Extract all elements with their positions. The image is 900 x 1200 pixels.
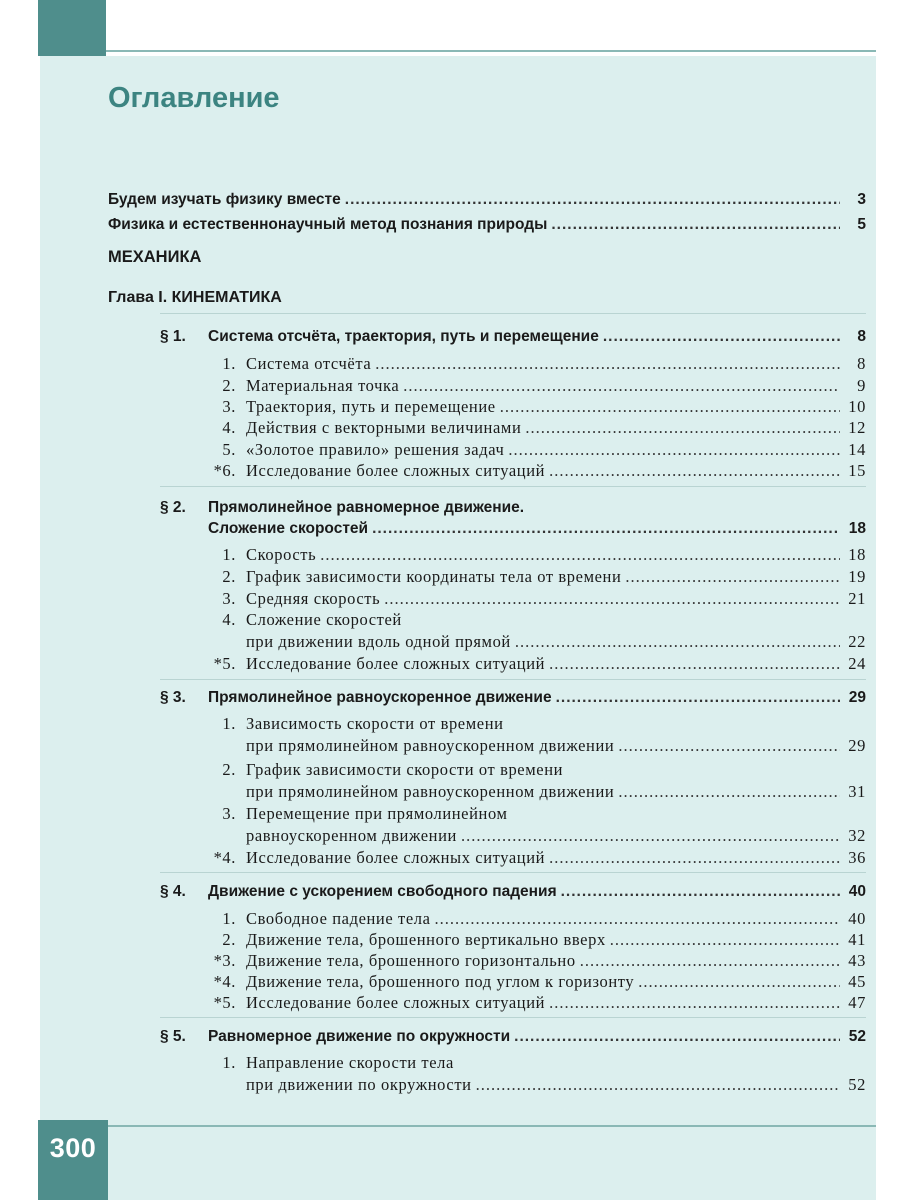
leader-dots [561, 882, 840, 902]
page-number: 300 [49, 1133, 97, 1163]
subsection-title: Средняя скорость [246, 589, 381, 608]
subsection-page: 41 [848, 930, 866, 949]
subsection-page: 32 [848, 826, 866, 845]
section-heading[interactable] [160, 882, 866, 902]
subsection-title: «Золотое правило» решения задач [246, 440, 505, 459]
leader-dots [375, 354, 840, 374]
subsection-number: 2. [222, 760, 236, 779]
subsection-title: Перемещение при прямолинейном [246, 804, 508, 823]
subsection-entry[interactable] [196, 930, 866, 950]
leader-dots [549, 848, 840, 868]
subsection-title: Свободное падение тела [246, 909, 431, 928]
leader-dots [384, 589, 840, 609]
subsection-title: Исследование более сложных ситуаций [246, 654, 546, 673]
subsection-number: 5. [222, 440, 236, 459]
section-separator [160, 1017, 866, 1018]
subsection-title: Исследование более сложных ситуаций [246, 848, 546, 867]
subsection-page: 18 [848, 545, 866, 564]
subsection-title: Материальная точка [246, 376, 400, 395]
subsection-title: Движение тела, брошенного под углом к горизонту [246, 972, 635, 991]
section-number: § 3. [160, 689, 186, 706]
subsection-entry[interactable] [196, 1053, 866, 1073]
subsection-number: 1. [222, 545, 236, 564]
section-page: 8 [857, 328, 866, 345]
subsection-number: 1. [222, 354, 236, 373]
section-page: 29 [848, 689, 866, 706]
subsection-entry[interactable] [196, 826, 866, 846]
subsection-title: Исследование более сложных ситуаций [246, 461, 546, 480]
leader-dots [500, 397, 840, 417]
subsection-title: Движение тела, брошенного горизонтально [246, 951, 576, 970]
subsection-page: 12 [848, 418, 866, 437]
subsection-number: *3. [213, 951, 236, 970]
leader-dots [345, 190, 840, 210]
subsection-number: *5. [213, 654, 236, 673]
subsection-page: 45 [848, 972, 866, 991]
subsection-entry[interactable] [196, 654, 866, 674]
leader-dots [515, 632, 840, 652]
page-title: Оглавление [108, 82, 280, 114]
subsection-title: Направление скорости тела [246, 1053, 454, 1072]
section-heading[interactable] [160, 327, 866, 347]
subsection-number: 2. [222, 930, 236, 949]
leader-dots [508, 440, 840, 460]
subsection-entry[interactable] [196, 804, 866, 824]
subsection-title: при движении по окружности [246, 1075, 472, 1094]
subsection-number: 1. [222, 909, 236, 928]
leader-dots [603, 327, 840, 347]
subsection-number: 3. [222, 589, 236, 608]
subsection-entry[interactable] [196, 760, 866, 780]
leader-dots [514, 1027, 840, 1047]
section-number: § 4. [160, 883, 186, 900]
toc-entry-front[interactable] [108, 215, 866, 235]
subsection-page: 29 [848, 736, 866, 755]
subsection-entry[interactable] [196, 1075, 866, 1095]
leader-dots [476, 1075, 840, 1095]
subsection-title: Скорость [246, 545, 317, 564]
subsection-page: 24 [848, 654, 866, 673]
section-title: Система отсчёта, траектория, путь и перемещение [208, 328, 599, 345]
subsection-page: 9 [857, 376, 866, 395]
toc-entry-front[interactable] [108, 190, 866, 210]
subsection-title: Зависимость скорости от времени [246, 714, 504, 733]
subsection-title: Движение тела, брошенного вертикально вверх [246, 930, 606, 949]
chapter-title: Глава I. КИНЕМАТИКА [108, 289, 282, 306]
subsection-entry[interactable] [196, 354, 866, 374]
subsection-page: 52 [848, 1075, 866, 1094]
section-heading[interactable] [160, 498, 866, 518]
subsection-title: при прямолинейном равноускоренном движении [246, 782, 615, 801]
section-separator [160, 872, 866, 873]
section-number: § 2. [160, 499, 186, 516]
subsection-entry[interactable] [196, 782, 866, 802]
subsection-entry[interactable] [196, 972, 866, 992]
subsection-title: Действия с векторными величинами [246, 418, 522, 437]
subsection-page: 31 [848, 782, 866, 801]
subsection-entry[interactable] [196, 909, 866, 929]
subsection-number: 3. [222, 804, 236, 823]
subsection-page: 22 [848, 632, 866, 651]
section-separator [160, 486, 866, 487]
section-heading-cont[interactable] [208, 519, 866, 539]
subsection-title: при движении вдоль одной прямой [246, 632, 511, 651]
section-number: § 5. [160, 1028, 186, 1045]
leader-dots [461, 826, 840, 846]
leader-dots [638, 972, 840, 992]
leader-dots [580, 951, 840, 971]
subsection-number: *6. [213, 461, 236, 480]
section-title: Прямолинейное равноускоренное движение [208, 689, 552, 706]
subsection-entry[interactable] [196, 993, 866, 1013]
subsection-entry[interactable] [196, 418, 866, 438]
subsection-page: 36 [848, 848, 866, 867]
subsection-entry[interactable] [196, 397, 866, 417]
section-separator [160, 679, 866, 680]
section-heading[interactable] [160, 688, 866, 708]
subsection-number: 4. [222, 610, 236, 629]
subsection-number: 4. [222, 418, 236, 437]
subsection-title: равноускоренном движении [246, 826, 457, 845]
section-title-line2: Сложение скоростей [208, 520, 369, 537]
subsection-title: Траектория, путь и перемещение [246, 397, 496, 416]
subsection-number: 2. [222, 567, 236, 586]
entry-page: 3 [857, 191, 866, 208]
section-heading[interactable] [160, 1027, 866, 1047]
section-page: 52 [848, 1028, 866, 1045]
leader-dots [618, 782, 840, 802]
leader-dots [435, 909, 840, 929]
subsection-title: при прямолинейном равноускоренном движении [246, 736, 615, 755]
subsection-page: 19 [848, 567, 866, 586]
subsection-entry[interactable] [196, 951, 866, 971]
subsection-page: 47 [848, 993, 866, 1012]
subsection-entry[interactable] [196, 567, 866, 587]
subsection-entry[interactable] [196, 736, 866, 756]
section-number: § 1. [160, 328, 186, 345]
subsection-page: 10 [848, 397, 866, 416]
subsection-title: График зависимости скорости от времени [246, 760, 564, 779]
part-title: МЕХАНИКА [108, 248, 202, 266]
section-page: 40 [848, 883, 866, 900]
subsection-page: 21 [848, 589, 866, 608]
subsection-title: Система отсчёта [246, 354, 372, 373]
leader-dots [549, 461, 840, 481]
subsection-number: *4. [213, 972, 236, 991]
subsection-number: *4. [213, 848, 236, 867]
section-title: Движение с ускорением свободного падения [208, 883, 557, 900]
subsection-entry[interactable] [196, 610, 866, 630]
subsection-number: 1. [222, 1053, 236, 1072]
section-title: Прямолинейное равномерное движение. [208, 499, 525, 516]
leader-dots [610, 930, 840, 950]
subsection-title: Исследование более сложных ситуаций [246, 993, 546, 1012]
subsection-page: 43 [848, 951, 866, 970]
subsection-title: Сложение скоростей [246, 610, 402, 629]
subsection-entry[interactable] [196, 848, 866, 868]
subsection-entry[interactable] [196, 632, 866, 652]
entry-page: 5 [857, 216, 866, 233]
leader-dots [551, 215, 840, 235]
leader-dots [625, 567, 840, 587]
leader-dots [403, 376, 840, 396]
subsection-title: График зависимости координаты тела от времени [246, 567, 622, 586]
subsection-entry[interactable] [196, 589, 866, 609]
subsection-number: *5. [213, 993, 236, 1012]
subsection-entry[interactable] [196, 440, 866, 460]
subsection-page: 14 [848, 440, 866, 459]
section-page: 18 [848, 520, 866, 537]
subsection-page: 15 [848, 461, 866, 480]
leader-dots [556, 688, 840, 708]
subsection-number: 3. [222, 397, 236, 416]
leader-dots [549, 654, 840, 674]
subsection-entry[interactable] [196, 545, 866, 565]
subsection-entry[interactable] [196, 376, 866, 396]
subsection-page: 8 [857, 354, 866, 373]
subsection-number: 2. [222, 376, 236, 395]
subsection-page: 40 [848, 909, 866, 928]
entry-label: Физика и естественнонаучный метод познания природы [108, 216, 548, 233]
bottom-rule [108, 1125, 876, 1127]
leader-dots [549, 993, 840, 1013]
section-title: Равномерное движение по окружности [208, 1028, 511, 1045]
subsection-entry[interactable] [196, 461, 866, 481]
leader-dots [618, 736, 840, 756]
leader-dots [525, 418, 840, 438]
section-separator [160, 313, 866, 314]
subsection-number: 1. [222, 714, 236, 733]
leader-dots [372, 519, 840, 539]
entry-label: Будем изучать физику вместе [108, 191, 341, 208]
leader-dots [320, 545, 840, 565]
subsection-entry[interactable] [196, 714, 866, 734]
